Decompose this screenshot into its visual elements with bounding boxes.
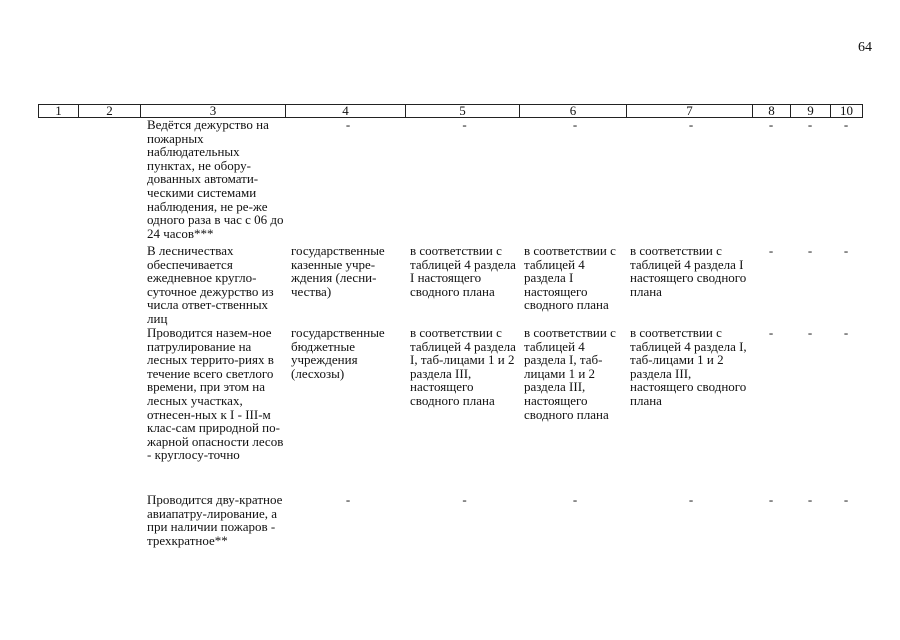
cell-col7: - <box>688 492 694 507</box>
cell-col7: в соответствии с таблицей 4 раздела I, таб-лицами 1 и 2 раздела III, настоящего сводного плана <box>630 325 747 408</box>
table-row <box>38 118 862 244</box>
header-cell: 2 <box>79 105 141 118</box>
cell-col8: - <box>768 325 774 340</box>
header-cell: 9 <box>791 105 831 118</box>
cell-col10: - <box>843 243 849 258</box>
cell-col8: - <box>768 243 774 258</box>
header-cell: 1 <box>39 105 79 118</box>
measure-text: В лесничествах обеспечивается ежедневное кругло-суточное дежурство из числа ответ-ственных лиц <box>147 243 274 326</box>
cell-col6: в соответствии с таблицей 4 раздела I, таб-лицами 1 и 2 раздела III, настоящего сводного плана <box>524 325 616 422</box>
cell-col10: - <box>843 325 849 340</box>
cell-col6: в соответствии с таблицей 4 раздела I настоящего сводного плана <box>524 243 616 313</box>
measure-text: Проводится назем-ное патрулирование на лесных террито-риях в течение всего светлого времени, при этом на лесных участках, отнесен-ных к I - III-м клас-сам природной по-жарной опасности лесов - круглосу-точно <box>147 325 284 463</box>
table-row <box>38 493 862 573</box>
measure-text: Проводится дву-кратное авиапатру-лирование, а при наличии пожаров - трехкратное** <box>147 492 283 548</box>
cell-col5: - <box>462 492 467 507</box>
cell-col7: в соответствии с таблицей 4 раздела I настоящего сводного плана <box>630 243 747 299</box>
header-cell: 8 <box>753 105 791 118</box>
header-cell: 5 <box>406 105 520 118</box>
column-number-header <box>38 104 863 118</box>
cell-col10: - <box>843 492 849 507</box>
cell-col6: - <box>572 117 578 132</box>
cell-col7: - <box>688 117 694 132</box>
header-cell: 7 <box>627 105 753 118</box>
cell-col5: в соответствии с таблицей 4 раздела I настоящего сводного плана <box>410 243 516 299</box>
cell-col4: государственные бюджетные учреждения (лесхозы) <box>291 325 385 381</box>
page-number: 64 <box>858 40 872 55</box>
cell-col6: - <box>572 492 578 507</box>
cell-col5: в соответствии с таблицей 4 раздела I, таб-лицами 1 и 2 раздела III, настоящего сводного плана <box>410 325 516 408</box>
cell-col8: - <box>768 117 774 132</box>
cell-col10: - <box>843 117 849 132</box>
table-body <box>38 118 862 573</box>
header-cell: 6 <box>520 105 627 118</box>
cell-col8: - <box>768 492 774 507</box>
cell-col9: - <box>807 492 813 507</box>
measure-text: Ведётся дежурство на пожарных наблюдательных пунктах, не обору-дованных автомати-ческими системами наблюдения, не ре-же одного раза в час с 06 до 24 часов*** <box>147 117 284 241</box>
table-row <box>38 244 862 326</box>
cell-col9: - <box>807 325 813 340</box>
header-cell: 4 <box>286 105 406 118</box>
cell-col9: - <box>807 243 813 258</box>
table-row <box>38 326 862 493</box>
cell-col4: - <box>345 492 351 507</box>
cell-col5: - <box>462 117 467 132</box>
header-cell: 3 <box>141 105 286 118</box>
header-cell: 10 <box>831 105 863 118</box>
cell-col4: государственные казенные учре-ждения (лесни-чества) <box>291 243 385 299</box>
cell-col4: - <box>345 117 351 132</box>
cell-col9: - <box>807 117 813 132</box>
